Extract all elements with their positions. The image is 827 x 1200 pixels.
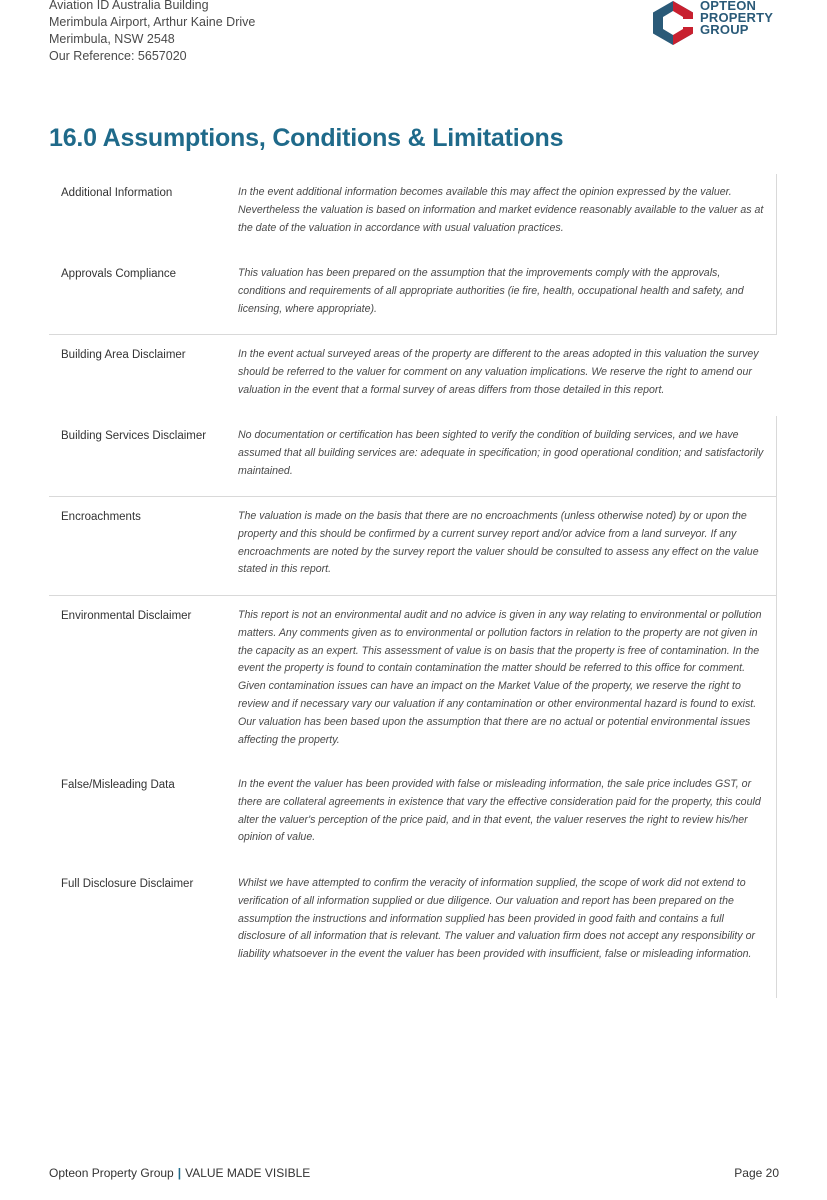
address-line: Merimbula, NSW 2548 (49, 32, 175, 46)
table-row (49, 607, 777, 762)
row-label: Building Services Disclaimer (61, 430, 207, 442)
row-label: Full Disclosure Disclaimer (61, 878, 194, 890)
address-line: Merimbula Airport, Arthur Kaine Drive (49, 15, 256, 29)
page-number: Page 20 (734, 1166, 779, 1180)
row-text: In the event additional information becomes available this may affect the opinion expressed by the valuer. Nevertheless the valuation is based on information and market evidence reasonably available to the valuer as at the date of the valuation in accordance with usual valuation practices. (238, 186, 764, 234)
table-row (49, 776, 777, 856)
logo-wordmark: OPTEON PROPERTY GROUP (700, 0, 774, 37)
opteon-logo (651, 0, 781, 46)
row-text: This valuation has been prepared on the assumption that the improvements comply with the approvals, conditions and requirements of all appropriate authorities (ie fire, health, occupational health and safety, and licensing, where appropriate). (238, 267, 744, 315)
table-row (49, 184, 777, 254)
page-title: 16.0 Assumptions, Conditions & Limitations (49, 124, 564, 152)
row-text: In the event actual surveyed areas of the property are different to the areas adopted in this valuation the survey should be referred to the valuer for comment on any valuation implications. We reserve the right to amend our valuation in the event that a formal survey of areas differs from those detailed in this report. (238, 348, 759, 396)
footer-tagline: VALUE MADE VISIBLE (185, 1166, 311, 1180)
footer-company: Opteon Property Group (49, 1166, 174, 1180)
footer-separator: | (177, 1166, 182, 1180)
row-text: In the event the valuer has been provided with false or misleading information, the sale price includes GST, or there are collateral agreements in existence that vary the effective consideration paid for the property, this could alter the valuer's perception of the price paid, and in that event, the valuer reserves the right to review his/her opinion of value. (238, 778, 761, 844)
table-row (49, 508, 777, 596)
row-label: Environmental Disclaimer (61, 610, 192, 622)
row-label: Approvals Compliance (61, 268, 177, 280)
row-text: The valuation is made on the basis that there are no encroachments (unless otherwise noted) by or upon the property and this should be confirmed by a current survey report and/or advice from a land surveyor. If any encroachments are noted by the survey report the valuer should be consulted to assess any effect on the value stated in this report. (238, 510, 759, 576)
row-text: This report is not an environmental audit and no advice is given in any way relating to environmental or pollution matters. Any comments given as to environmental or pollution factors in relation to the property are not given in the capacity as an expert. This assessment of value is on basis that the property is free of contamination. In the event the property is found to contain contamination the matter should be referred to this office for comment. Given contamination issues can have an impact on the Market Value of the property, we reserve the right to review and if necessary vary our valuation if any contamination or other environmental hazard is found to exist. Our valuation has been based upon the assumption that there are no actual or potential environmental issues affecting the property. (238, 609, 762, 746)
row-label: Additional Information (61, 187, 173, 199)
reference-line: Our Reference: 5657020 (49, 49, 187, 63)
table-row (49, 875, 777, 985)
row-label: Building Area Disclaimer (61, 349, 186, 361)
row-text: No documentation or certification has been sighted to verify the condition of building services, and we have assumed that all building services are: adequate in specification; in good operational condition; and satisfactorily maintained. (238, 429, 764, 477)
row-label: Encroachments (61, 511, 141, 523)
address-line: Aviation ID Australia Building (49, 0, 209, 12)
table-row (49, 346, 777, 416)
table-row (49, 427, 777, 497)
table-row (49, 265, 777, 335)
header-address (49, 0, 255, 65)
hexagon-logo-icon (651, 0, 695, 46)
row-text: Whilst we have attempted to confirm the veracity of information supplied, the scope of work did not extend to verification of all information supplied or due diligence. Our valuation and report has been prepared on the assumption the instructions and information supplied has been provided in good faith and contains a full disclosure of all information that is relevant. The valuer and valuation firm does not accept any responsibility or liability whatsoever in the event the valuer has been provided with insufficient, false or misleading information. (238, 877, 756, 961)
row-label: False/Misleading Data (61, 779, 175, 791)
footer-branding (49, 1166, 310, 1180)
